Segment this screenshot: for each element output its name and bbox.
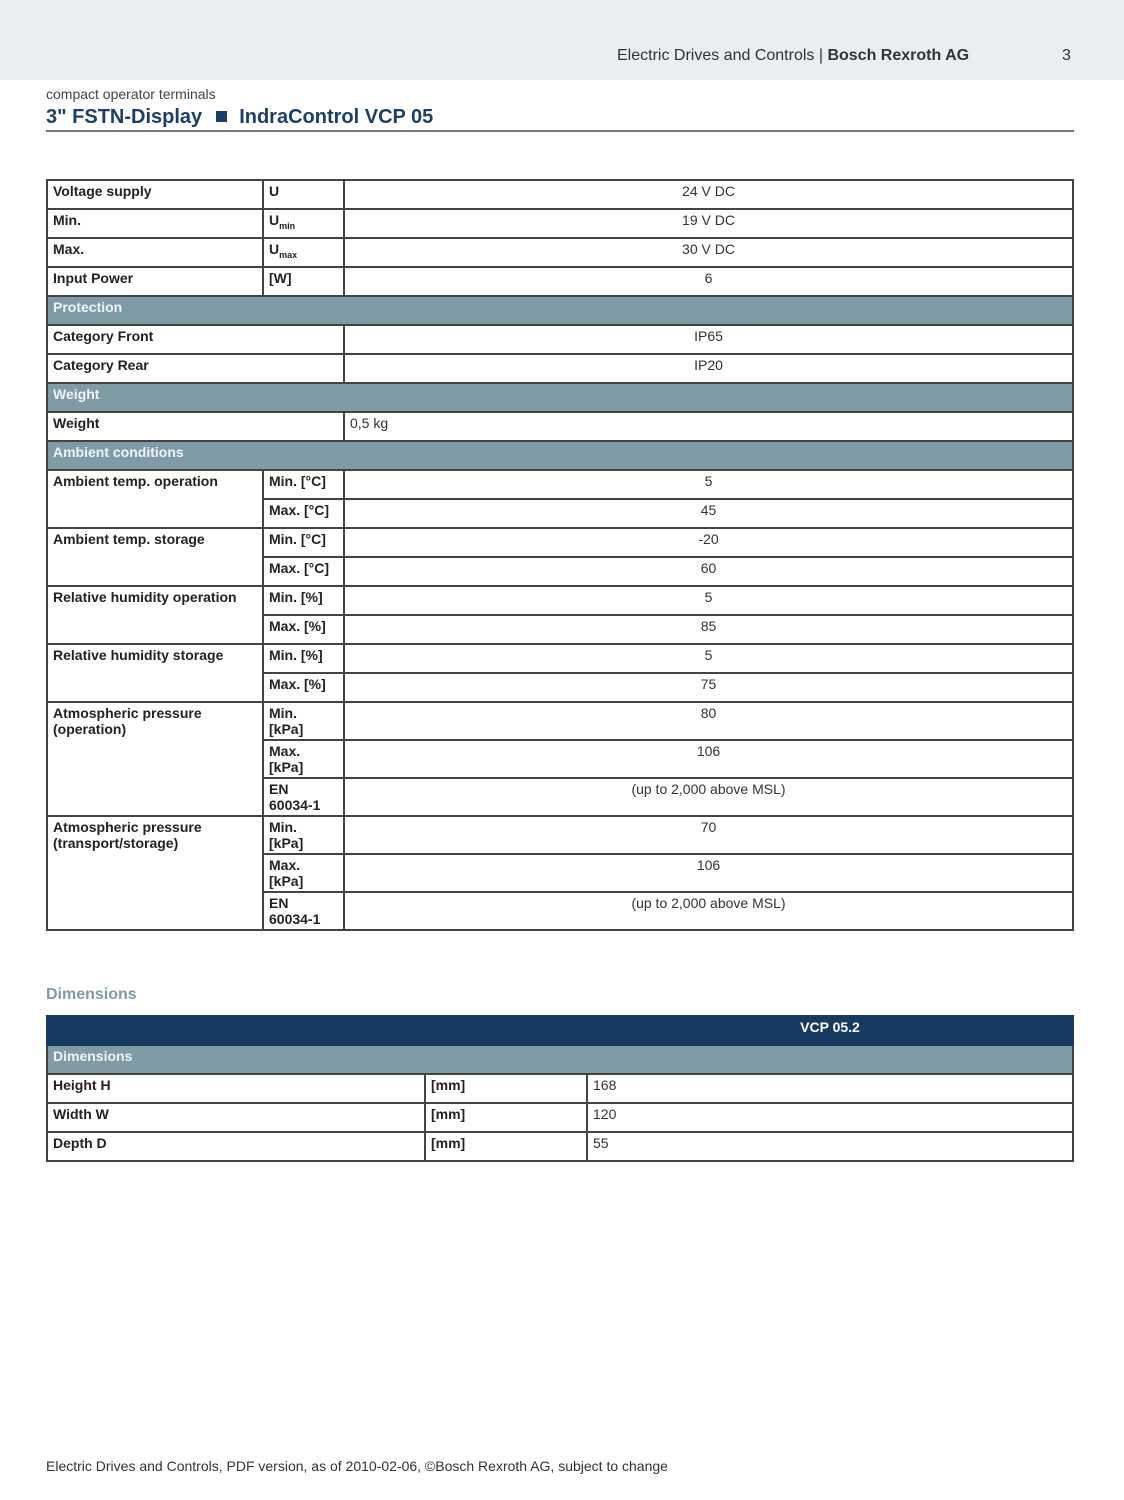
- row-value: 106: [344, 740, 1073, 778]
- unit-symbol: U: [269, 241, 280, 257]
- row-label: Ambient temp. storage: [47, 528, 263, 586]
- row-unit: [mm]: [425, 1132, 587, 1161]
- row-value: 5: [344, 586, 1073, 615]
- row-unit: U: [263, 180, 344, 209]
- table-row: [47, 180, 1073, 209]
- table-row: [47, 816, 1073, 854]
- row-label: Min.: [47, 209, 263, 238]
- table-row: [47, 528, 1073, 557]
- row-value: IP20: [344, 354, 1073, 383]
- row-value: 6: [344, 267, 1073, 296]
- unit-line-2: [kPa]: [269, 759, 304, 775]
- row-unit: [263, 816, 344, 854]
- row-value: 5: [344, 644, 1073, 673]
- row-label: Voltage supply: [47, 180, 263, 209]
- row-value: (up to 2,000 above MSL): [344, 892, 1073, 930]
- row-value: 168: [587, 1074, 1073, 1103]
- section-title: Dimensions: [47, 1045, 1073, 1074]
- row-unit: Max. [°C]: [263, 557, 344, 586]
- row-unit: [263, 778, 344, 816]
- row-unit: Min. [%]: [263, 644, 344, 673]
- unit-line-2: [kPa]: [269, 835, 304, 851]
- row-unit: [263, 854, 344, 892]
- unit-line-2: 60034-1: [269, 797, 321, 813]
- unit-line-1: EN: [269, 895, 289, 911]
- page-title: [46, 106, 433, 129]
- doc-subtitle: compact operator terminals: [46, 86, 216, 102]
- table-row: [47, 586, 1073, 615]
- label-line-2: (operation): [53, 721, 127, 737]
- row-label: Category Front: [47, 325, 344, 354]
- table-header-row: [47, 1016, 1073, 1045]
- section-title: Weight: [47, 383, 1073, 412]
- table-row: [47, 470, 1073, 499]
- row-label: Relative humidity operation: [47, 586, 263, 644]
- row-value: 75: [344, 673, 1073, 702]
- row-value: 60: [344, 557, 1073, 586]
- unit-line-2: 60034-1: [269, 911, 321, 927]
- row-value: 0,5 kg: [344, 412, 1073, 441]
- unit-line-2: [kPa]: [269, 721, 304, 737]
- unit-line-1: Min.: [269, 705, 297, 721]
- header-empty-cell: [47, 1016, 587, 1045]
- table-row: [47, 209, 1073, 238]
- row-unit: [263, 238, 344, 267]
- row-unit: Max. [%]: [263, 673, 344, 702]
- publisher-text: Electric Drives and Controls |: [617, 47, 828, 64]
- row-label: Max.: [47, 238, 263, 267]
- row-unit: Min. [°C]: [263, 470, 344, 499]
- label-line-1: Atmospheric pressure: [53, 819, 202, 835]
- square-bullet-icon: [216, 111, 227, 122]
- row-label: [47, 702, 263, 816]
- unit-line-2: [kPa]: [269, 873, 304, 889]
- row-value: 70: [344, 816, 1073, 854]
- table-row: [47, 238, 1073, 267]
- unit-line-1: EN: [269, 781, 289, 797]
- label-line-2: (transport/storage): [53, 835, 179, 851]
- row-value: -20: [344, 528, 1073, 557]
- table-row: [47, 354, 1073, 383]
- row-label: Width W: [47, 1103, 425, 1132]
- row-label: [47, 816, 263, 930]
- unit-line-1: Min.: [269, 819, 297, 835]
- unit-subscript: min: [279, 220, 296, 231]
- section-row: [47, 296, 1073, 325]
- label-line-1: Atmospheric pressure: [53, 705, 202, 721]
- row-label: Ambient temp. operation: [47, 470, 263, 528]
- row-value: 80: [344, 702, 1073, 740]
- table-row: [47, 1132, 1073, 1161]
- page-header-band: [0, 0, 1124, 80]
- table-row: [47, 644, 1073, 673]
- row-value: 120: [587, 1103, 1073, 1132]
- header-publisher: [617, 47, 969, 65]
- table-row: [47, 1103, 1073, 1132]
- section-title: Protection: [47, 296, 1073, 325]
- section-title: Ambient conditions: [47, 441, 1073, 470]
- row-unit: Min. [%]: [263, 586, 344, 615]
- table-row: [47, 702, 1073, 740]
- company-name: Bosch Rexroth AG: [827, 47, 970, 64]
- section-row: [47, 1045, 1073, 1074]
- row-label: Weight: [47, 412, 344, 441]
- row-unit: [263, 702, 344, 740]
- page-number: 3: [1062, 47, 1071, 64]
- unit-line-1: Max.: [269, 857, 301, 873]
- row-unit: [mm]: [425, 1103, 587, 1132]
- table-row: [47, 1074, 1073, 1103]
- row-value: 30 V DC: [344, 238, 1073, 267]
- row-label: Height H: [47, 1074, 425, 1103]
- row-unit: [263, 209, 344, 238]
- row-label: Input Power: [47, 267, 263, 296]
- section-row: [47, 383, 1073, 412]
- column-header: VCP 05.2: [587, 1016, 1073, 1045]
- row-unit: Max. [°C]: [263, 499, 344, 528]
- dimensions-table: [46, 1015, 1074, 1162]
- page-footer: Electric Drives and Controls, PDF version, as of 2010-02-06, ©Bosch Rexroth AG, subject to change: [46, 1458, 668, 1474]
- row-value: 55: [587, 1132, 1073, 1161]
- row-label: Category Rear: [47, 354, 344, 383]
- row-label: Depth D: [47, 1132, 425, 1161]
- spec-table: [46, 179, 1074, 931]
- row-unit: [263, 740, 344, 778]
- row-unit: Min. [°C]: [263, 528, 344, 557]
- row-value: IP65: [344, 325, 1073, 354]
- row-value: 5: [344, 470, 1073, 499]
- row-value: (up to 2,000 above MSL): [344, 778, 1073, 816]
- row-value: 19 V DC: [344, 209, 1073, 238]
- unit-line-1: Max.: [269, 743, 301, 759]
- unit-symbol: U: [269, 212, 280, 228]
- row-value: 24 V DC: [344, 180, 1073, 209]
- row-unit: Max. [%]: [263, 615, 344, 644]
- title-part-2: IndraControl VCP 05: [239, 106, 434, 128]
- row-value: 85: [344, 615, 1073, 644]
- row-label: Relative humidity storage: [47, 644, 263, 702]
- dimensions-heading: Dimensions: [46, 986, 137, 1003]
- row-unit: [263, 892, 344, 930]
- row-value: 106: [344, 854, 1073, 892]
- row-unit: [W]: [263, 267, 344, 296]
- table-row: [47, 325, 1073, 354]
- unit-subscript: max: [279, 249, 298, 260]
- title-divider: [46, 130, 1074, 132]
- table-row: [47, 412, 1073, 441]
- row-value: 45: [344, 499, 1073, 528]
- table-row: [47, 267, 1073, 296]
- section-row: [47, 441, 1073, 470]
- title-part-1: 3" FSTN-Display: [46, 106, 203, 128]
- row-unit: [mm]: [425, 1074, 587, 1103]
